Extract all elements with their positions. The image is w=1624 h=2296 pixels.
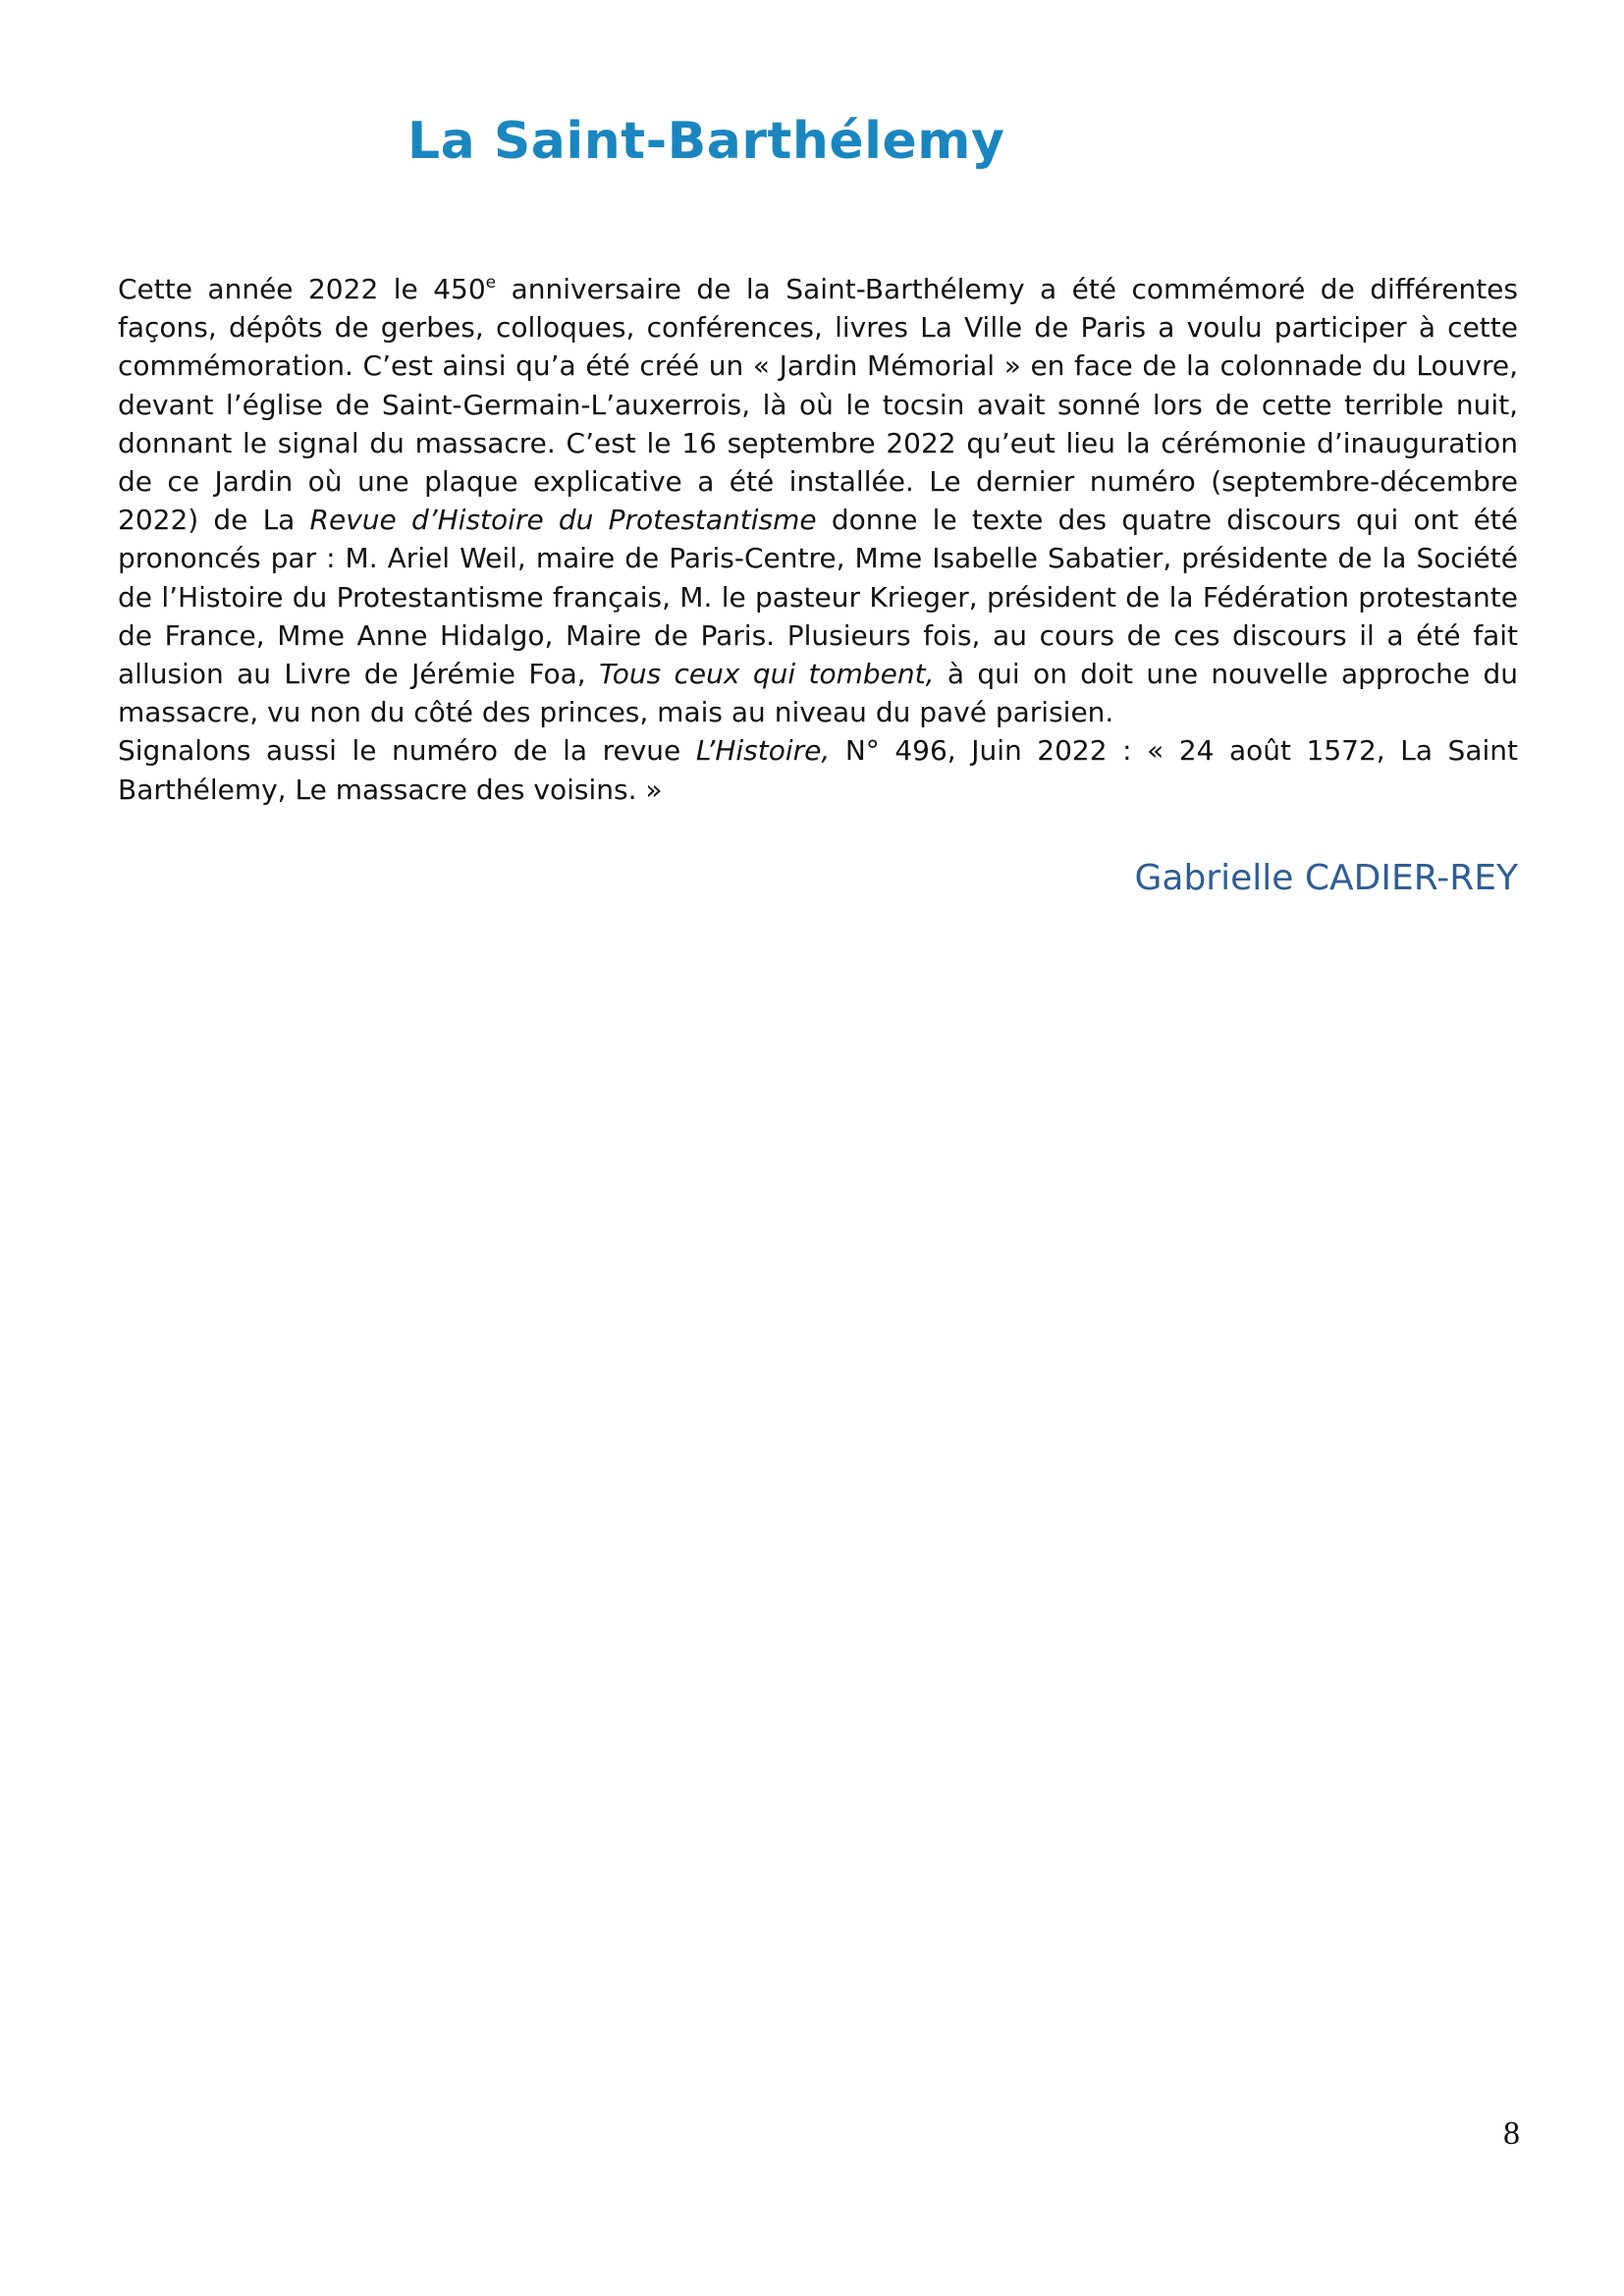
text-segment: donne le texte des quatre discours qui ont été prononcés par : M. Ariel Weil, maire de Paris-Centre, Mme Isabelle Sabatier, présidente de la Société de l’Histoire du Protestantisme français, M. le pasteur Krieger, président de la Fédération protestante de France, Mme Anne Hidalgo, Maire de Paris. Plusieurs fois, au cours de ces discours il a été fait allusion au Livre de Jérémie Foa, bbox=[118, 504, 1518, 691]
text-segment: Signalons aussi le numéro de la revue bbox=[118, 734, 696, 768]
text-segment: à qui on doit une nouvelle approche du massacre, vu non du côté des princes, mais au niveau du pavé parisien. bbox=[118, 658, 1518, 729]
book-title: Tous ceux qui tombent, bbox=[599, 658, 935, 691]
page-number: 8 bbox=[1503, 2115, 1520, 2152]
text-segment: anniversaire de la Saint-Barthélemy a été commémoré de différentes façons, dépôts de gerbes, colloques, conférences, livres La Ville de Paris a voulu participer à cette commémoration. C’est ainsi qu’a été créé un « Jardin Mémorial » en face de la colonnade du Louvre, devant l’église de Saint-Germain-L’auxerrois, là où le tocsin avait sonné lors de cette terrible nuit, donnant le signal du massacre. C’est le 16 septembre 2022 qu’eut lieu la cérémonie d’inauguration de ce Jardin où une plaque explicative a été installée. Le dernier numéro (septembre-décembre 2022) de La bbox=[118, 273, 1518, 537]
paragraph-commemoration bbox=[118, 270, 1518, 731]
journal-title: Revue d’Histoire du Protestantisme bbox=[309, 504, 817, 537]
article-body bbox=[118, 270, 1518, 809]
paragraph-magazine-reference bbox=[118, 731, 1518, 808]
text-segment: N° 496, Juin 2022 : « 24 août 1572, La Saint Barthélemy, Le massacre des voisins. » bbox=[118, 734, 1518, 806]
magazine-title: L’Histoire, bbox=[695, 734, 831, 768]
page-title: La Saint-Barthélemy bbox=[407, 112, 1005, 171]
ordinal-superscript: e bbox=[485, 273, 497, 293]
author-signature: Gabrielle CADIER-REY bbox=[1134, 858, 1518, 898]
text-segment: Cette année 2022 le 450 bbox=[118, 273, 486, 305]
